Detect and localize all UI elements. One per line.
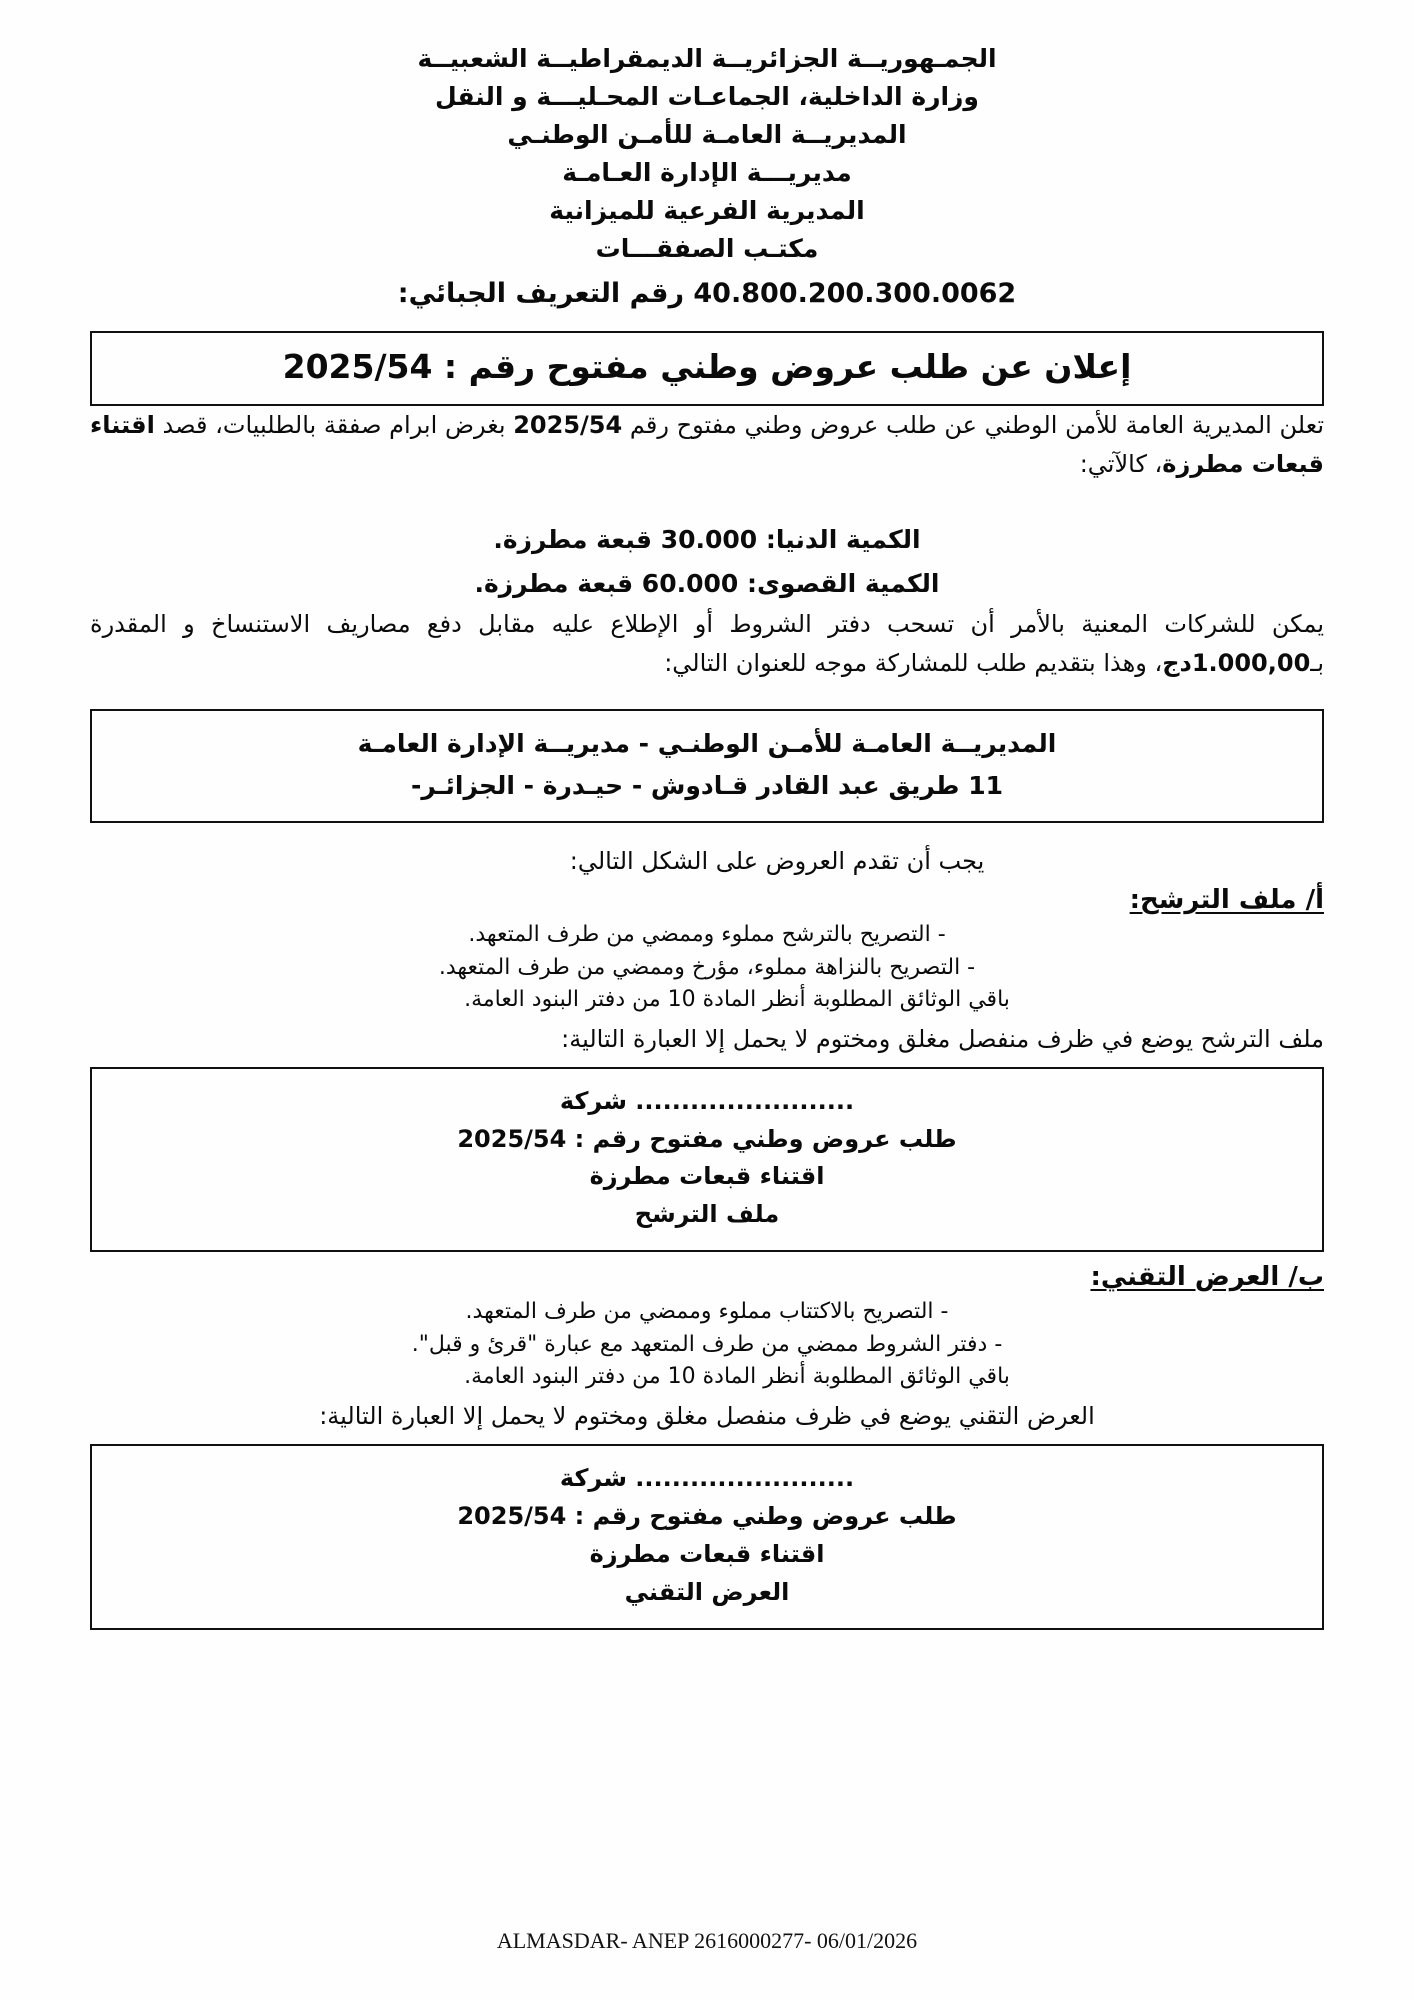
list-item: - التصريح بالترشح مملوء وممضي من طرف المتعهد. — [468, 922, 946, 947]
envelope-a-tender-line: طلب عروض وطني مفتوح رقم : 2025/54 — [457, 1124, 957, 1153]
list-item: - التصريح بالنزاهة مملوء، مؤرخ وممضي من طرف المتعهد. — [438, 954, 976, 980]
envelope-a-type-line: ملف الترشح — [634, 1200, 780, 1229]
address-line-1: المديريــة العامـة للأمـن الوطنـي - مديريــة الإدارة العامـة — [357, 729, 1057, 758]
fee-amount: 1.000,00دج — [1162, 649, 1311, 678]
section-b-heading: ب/ العرض التقني: — [1090, 1262, 1324, 1293]
header-line-2: وزارة الداخلية، الجماعـات المحـليـــة و النقل — [435, 82, 979, 111]
tax-identification-number: 40.800.200.300.0062 — [693, 278, 1017, 309]
tax-identification-label: رقم التعريف الجبائي: — [397, 278, 684, 309]
header-line-4: مديريـــة الإدارة العـامـة — [562, 158, 852, 187]
quantities-block — [90, 518, 1324, 606]
envelope-a-object-line: اقتناء قبعات مطرزة — [589, 1162, 825, 1191]
section-b-note: باقي الوثائق المطلوبة أنظر المادة 10 من دفتر البنود العامة. — [464, 1364, 1010, 1390]
fee-text-1: يمكن للشركات المعنية بالأمر أن تسحب دفتر الشروط أو الإطلاع عليه مقابل دفع مصاريف الاستنساخ و المقدرة بـ — [90, 610, 1324, 678]
document-content — [90, 40, 1324, 1630]
announcement-title-box — [90, 331, 1324, 406]
fee-text-2: ، وهذا بتقديم طلب للمشاركة موجه للعنوان التالي: — [664, 649, 1163, 678]
envelope-b-company-line — [112, 1460, 1302, 1498]
section-b-bullets — [90, 1296, 1324, 1361]
envelope-b-type-line: العرض التقني — [624, 1577, 790, 1606]
section-b-envelope-instruction: العرض التقني يوضع في ظرف منفصل مغلق ومختوم لا يحمل إلا العبارة التالية: — [319, 1401, 1095, 1430]
intro-text-1: تعلن المديرية العامة للأمن الوطني عن طلب عروض وطني مفتوح رقم — [622, 411, 1324, 439]
offers-submission-lead: يجب أن تقدم العروض على الشكل التالي: — [569, 847, 985, 875]
header-line-5: المديرية الفرعية للميزانية — [549, 196, 865, 225]
page-title: إعلان عن طلب عروض وطني مفتوح رقم : 2025/54 — [282, 347, 1132, 386]
intro-object: اقتناء قبعات مطرزة — [90, 411, 1324, 478]
intro-paragraph — [90, 406, 1324, 484]
section-a-envelope-box — [90, 1067, 1324, 1253]
envelope-a-company-line — [112, 1083, 1302, 1121]
list-item: - التصريح بالاكتتاب مملوء وممضي من طرف المتعهد. — [465, 1299, 949, 1325]
maximum-quantity-line: الكمية القصوى: 60.000 قبعة مطرزة. — [474, 568, 940, 598]
header-line-6: مكتـب الصفقـــات — [595, 234, 819, 263]
intro-text-3: ، كالآتي: — [1079, 449, 1163, 478]
list-item: - دفتر الشروط ممضي من طرف المتعهد مع عبارة "قرئ و قبل". — [411, 1331, 1003, 1357]
section-a-heading: أ/ ملف الترشح: — [1129, 885, 1324, 915]
envelope-b-tender-line: طلب عروض وطني مفتوح رقم : 2025/54 — [457, 1501, 957, 1530]
address-box — [90, 709, 1324, 823]
address-line-2: 11 طريق عبد القادر قـادوش - حيـدرة - الجزائـر- — [411, 771, 1003, 800]
envelope-b-dots: ........................ — [635, 1463, 855, 1492]
envelope-b-object-line: اقتناء قبعات مطرزة — [589, 1539, 825, 1568]
envelope-b-company-label: شركة — [559, 1463, 627, 1492]
header-line-3: المديريــة العامـة للأمـن الوطنـي — [507, 120, 907, 149]
intro-tender-number: 2025/54 — [513, 411, 623, 439]
section-b-envelope-box — [90, 1444, 1324, 1630]
envelope-a-dots: ........................ — [635, 1086, 855, 1115]
section-a-envelope-instruction: ملف الترشح يوضع في ظرف منفصل مغلق ومختوم لا يحمل إلا العبارة التالية: — [561, 1024, 1324, 1053]
document-footer: ALMASDAR- ANEP 2616000277- 06/01/2026 — [496, 1928, 918, 1953]
minimum-quantity-line: الكمية الدنيا: 30.000 قبعة مطرزة. — [493, 524, 921, 554]
header-line-1: الجمـهوريــة الجزائريــة الديمقراطيــة الشعبيــة — [417, 44, 997, 73]
intro-text-2: بغرض ابرام صفقة بالطلبيات، قصد — [154, 411, 514, 439]
organization-header — [90, 40, 1324, 268]
section-a-note: باقي الوثائق المطلوبة أنظر المادة 10 من دفتر البنود العامة. — [464, 987, 1010, 1013]
withdrawal-fee-paragraph — [90, 605, 1324, 683]
envelope-a-company-label: شركة — [559, 1086, 627, 1115]
tax-identification-line — [90, 278, 1324, 309]
section-a-bullets — [90, 919, 1324, 984]
